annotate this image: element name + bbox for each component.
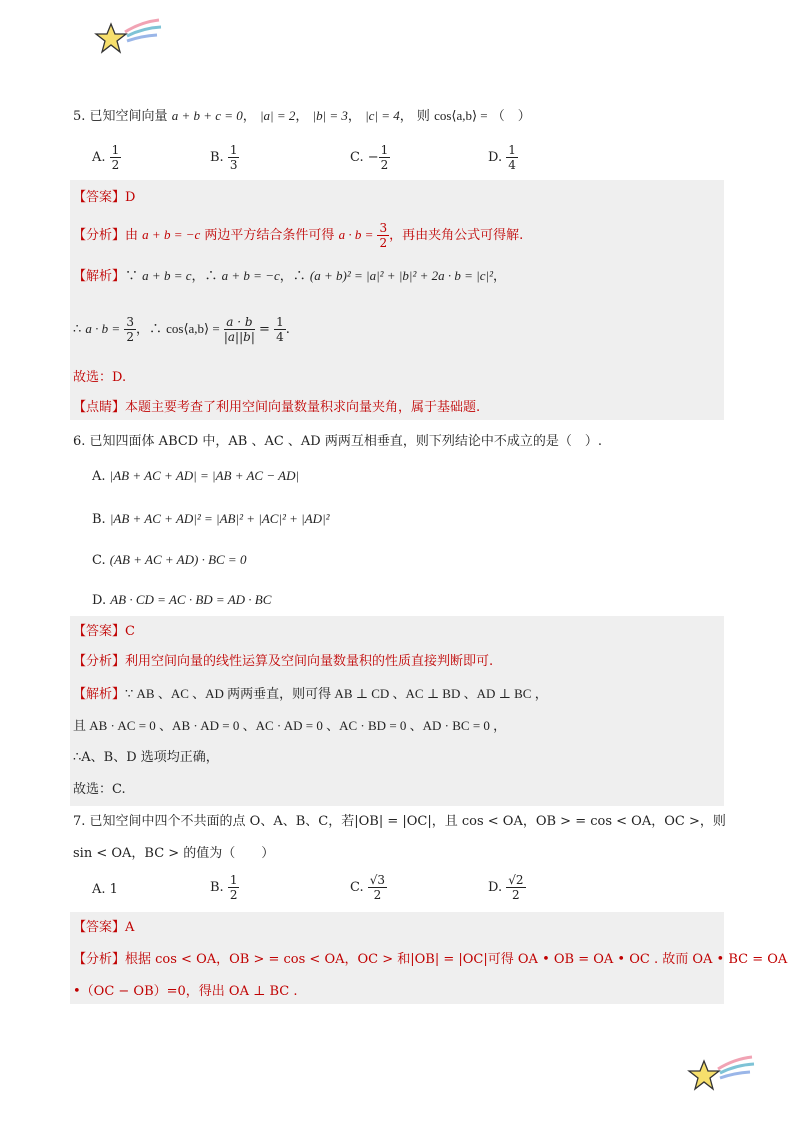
q7-option-b[interactable]: B. $\frac{1}{2}$ — [210, 873, 238, 902]
q6-analysis: 【分析】利用空间向量的线性运算及空间向量数量积的性质直接判断即可. — [73, 654, 494, 669]
q6-choose: 故选：C. — [73, 782, 126, 797]
q5-analysis: 【分析】由 a + b = −c 两边平方结合条件可得 a · b = $\frac{3}{2}$ ，再由夹角公式可得解. — [73, 221, 524, 250]
q6-solution-line2: 且 AB · AC = 0 、AB · AD = 0 、AC · AD = 0 、AC · BD = 0 、AD · BC = 0 ， — [73, 718, 507, 733]
q6-option-a[interactable]: A. |AB + AC + AD| = |AB + AC − AD| — [92, 468, 300, 484]
q5-option-d[interactable]: D. $\frac{1}{4}$ — [488, 143, 516, 172]
q6-answer: 【答案】C — [73, 624, 135, 639]
q5-choose: 故选：D. — [73, 370, 127, 385]
q6-solution-line3: ∴A、B、D 选项均正确， — [73, 750, 219, 765]
q6-stem: 6. 已知四面体 ABCD 中，AB 、AC 、AD 两两互相垂直，则下列结论中不成立的是（ ）. — [73, 434, 602, 449]
q6-solution-line1: 【解析】∵ AB 、AC 、AD 两两垂直，则可得 AB ⊥ CD 、AC ⊥ BD 、AD ⊥ BC ， — [73, 686, 548, 702]
q6-option-d[interactable]: D. AB · CD = AC · BD = AD · BC — [92, 592, 272, 608]
q5-solution-line1: 【解析】∵ a + b = c，∴ a + b = −c，∴ (a + b)² = |a|² + |b|² + 2a · b = |c|²， — [73, 268, 506, 284]
q7-option-d[interactable]: D. $\frac{√2}{2}$ — [488, 873, 524, 902]
q5-comment: 【点睛】本题主要考查了利用空间向量数量积求向量夹角，属于基础题. — [73, 400, 481, 415]
q7-stem-line2: sin < OA，BC > 的值为（ ） — [73, 846, 275, 861]
q5-stem: 5. 已知空间向量 a + b + c = 0， |a| = 2， |b| = 3， |c| = 4， 则 cos⟨a,b⟩ = （ ） — [73, 108, 531, 124]
q5-solution-panel — [70, 180, 724, 420]
q7-option-a[interactable]: A. 1 — [92, 882, 118, 897]
q5-answer: 【答案】D — [73, 190, 136, 205]
shooting-star-icon — [686, 1055, 756, 1095]
q5-option-a[interactable]: A. $\frac{1}{2}$ — [92, 143, 120, 172]
q6-option-c[interactable]: C. (AB + AC + AD) · BC = 0 — [92, 552, 247, 568]
shooting-star-icon — [93, 18, 163, 58]
q5-option-c[interactable]: C. − $\frac{1}{2}$ — [350, 143, 389, 172]
q6-option-b[interactable]: B. |AB + AC + AD|² = |AB|² + |AC|² + |AD|² — [92, 511, 330, 527]
q6-solution-panel — [70, 616, 724, 806]
q5-solution-line2: ∴ a · b = $\frac{3}{2}$ ，∴ cos⟨a,b⟩ = $\frac{a \cdot b}{|a||b|}$ = $\frac{1}{4}$ . — [73, 315, 290, 344]
q5-option-b[interactable]: B. $\frac{1}{3}$ — [210, 143, 238, 172]
q7-analysis-line2: •（OC − OB）=0，得出 OA ⊥ BC . — [73, 984, 298, 999]
q7-option-c[interactable]: C. $\frac{√3}{2}$ — [350, 873, 386, 902]
q7-analysis-line1: 【分析】根据 cos < OA，OB > = cos < OA，OC > 和|OB| = |OC|可得 OA • OB = OA • OC . 故而 OA • BC = OA — [73, 952, 788, 967]
q7-answer: 【答案】A — [73, 920, 135, 935]
q7-stem-line1: 7. 已知空间中四个不共面的点 O、A、B、C，若|OB| = |OC|，且 cos < OA，OB > = cos < OA，OC >，则 — [73, 814, 726, 829]
